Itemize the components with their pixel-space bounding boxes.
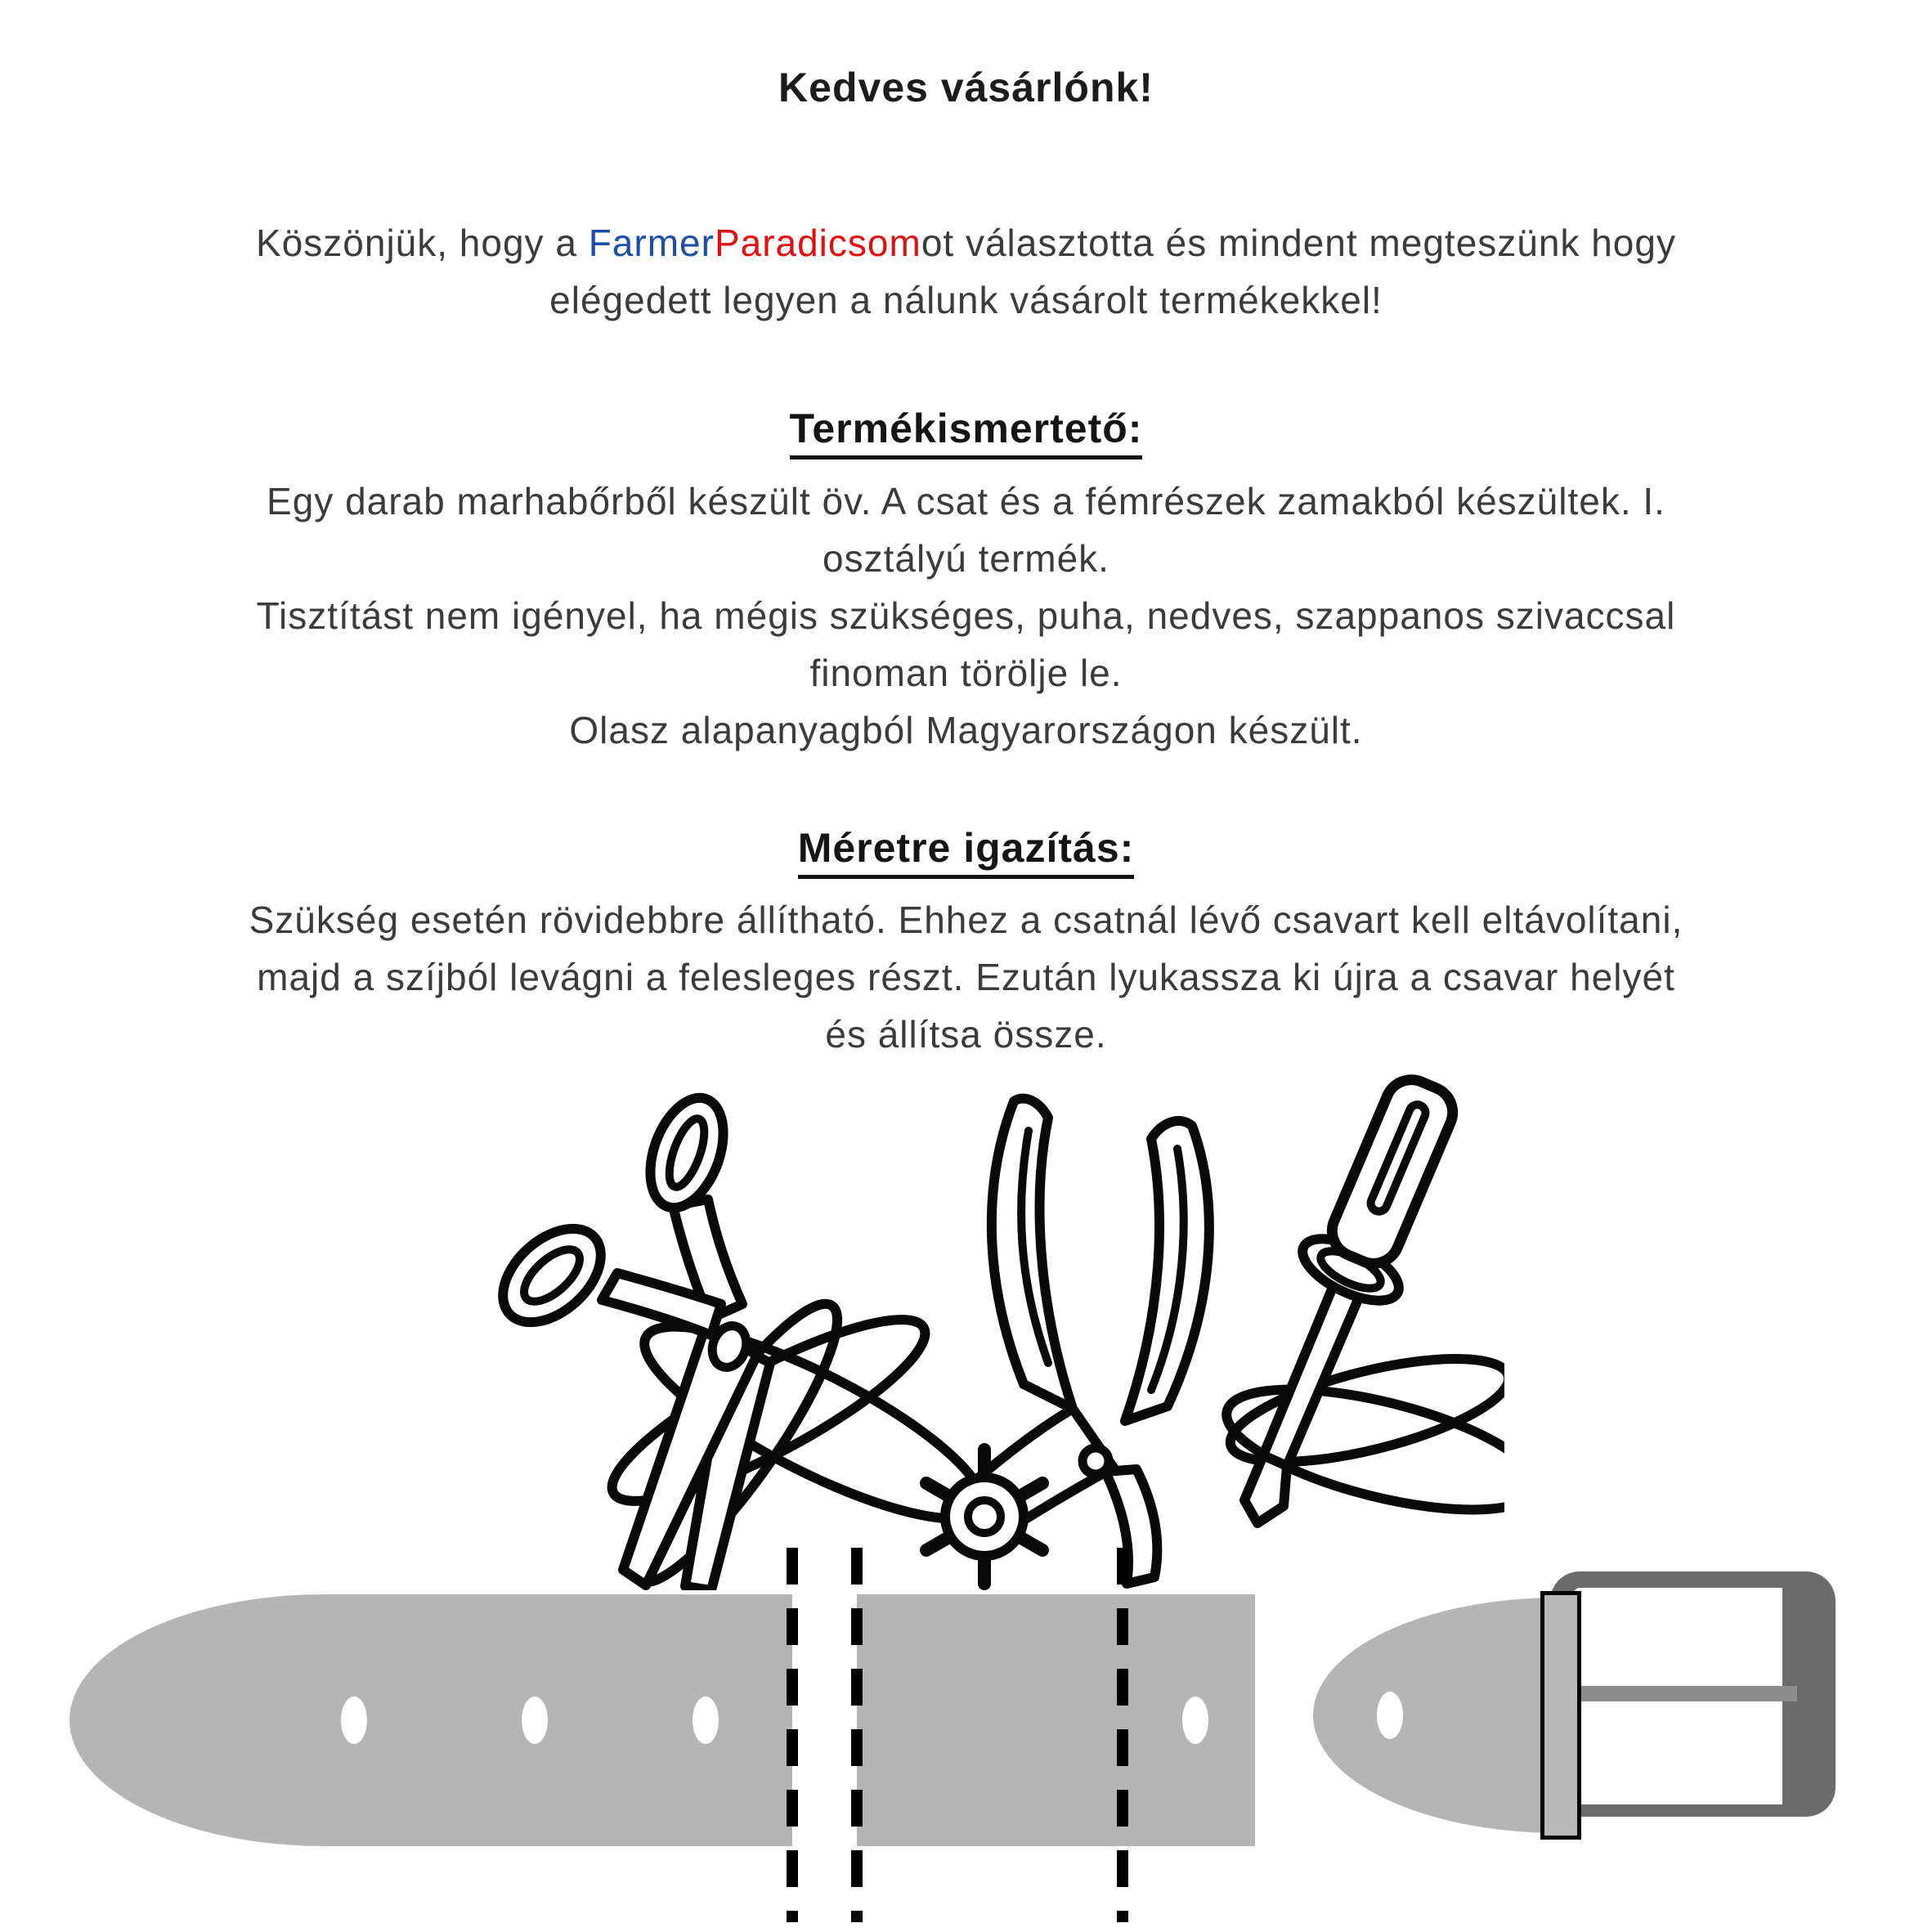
sizing-instructions-line: majd a szíjból levágni a felesleges részt. Ezután lyukassza ki újra a csavar helyét <box>257 956 1675 998</box>
hole-punch-pliers-icon <box>926 1099 1209 1584</box>
belt-strap-left-segment <box>69 1594 792 1846</box>
cut-line <box>1117 1548 1128 1922</box>
belt-hole <box>1182 1697 1208 1744</box>
belt-hole <box>693 1697 719 1744</box>
sizing-instructions-line: Szükség esetén rövidebbre állítható. Ehhez a csatnál lévő csavart kell eltávolítani, <box>249 899 1683 941</box>
screwdriver-icon <box>1216 1072 1504 1535</box>
cut-line <box>851 1548 863 1922</box>
section-heading-sizing: Méretre igazítás: <box>0 824 1932 879</box>
product-description-line: osztályú termék. <box>823 537 1109 580</box>
belt-tip-piece <box>1313 1598 1558 1833</box>
product-description-line: Olasz alapanyagból Magyarországon készült. <box>569 709 1363 751</box>
product-description-line: Tisztítást nem igényel, ha mégis szükséges, puha, nedves, szappanos szivaccsal <box>256 594 1676 637</box>
scissors-icon <box>486 1088 1004 1590</box>
belt-buckle-fold-bar <box>1540 1591 1581 1840</box>
product-description-line: finoman törölje le. <box>809 652 1123 694</box>
belt-hole <box>1377 1692 1403 1739</box>
belt-hole <box>341 1697 367 1744</box>
section-heading-product: Termékismertető: <box>0 405 1932 459</box>
intro-line-2: elégedett legyen a nálunk vásárolt termékekkel! <box>549 279 1383 321</box>
intro-paragraph <box>0 214 1932 329</box>
intro-line-1 <box>0 214 1932 271</box>
intro-text-after-brand: ot választotta és mindent megteszünk hogy <box>921 222 1676 264</box>
sizing-instructions <box>0 891 1932 1063</box>
intro-text-before-brand: Köszönjük, hogy a <box>256 222 589 264</box>
cut-line <box>787 1548 798 1922</box>
sizing-instructions-line: és állítsa össze. <box>825 1013 1107 1056</box>
belt-hole <box>522 1697 548 1744</box>
tools-illustration <box>442 1059 1504 1590</box>
product-description-line: Egy darab marhabőrből készült öv. A csat és a fémrészek zamakból készültek. I. <box>267 480 1665 522</box>
brand-name-paradicsom: Paradicsom <box>714 222 921 264</box>
page-title: Kedves vásárlónk! <box>778 65 1154 110</box>
belt-buckle-prong <box>1576 1686 1797 1701</box>
brand-name-farmer: Farmer <box>588 222 715 264</box>
product-description <box>0 473 1932 759</box>
